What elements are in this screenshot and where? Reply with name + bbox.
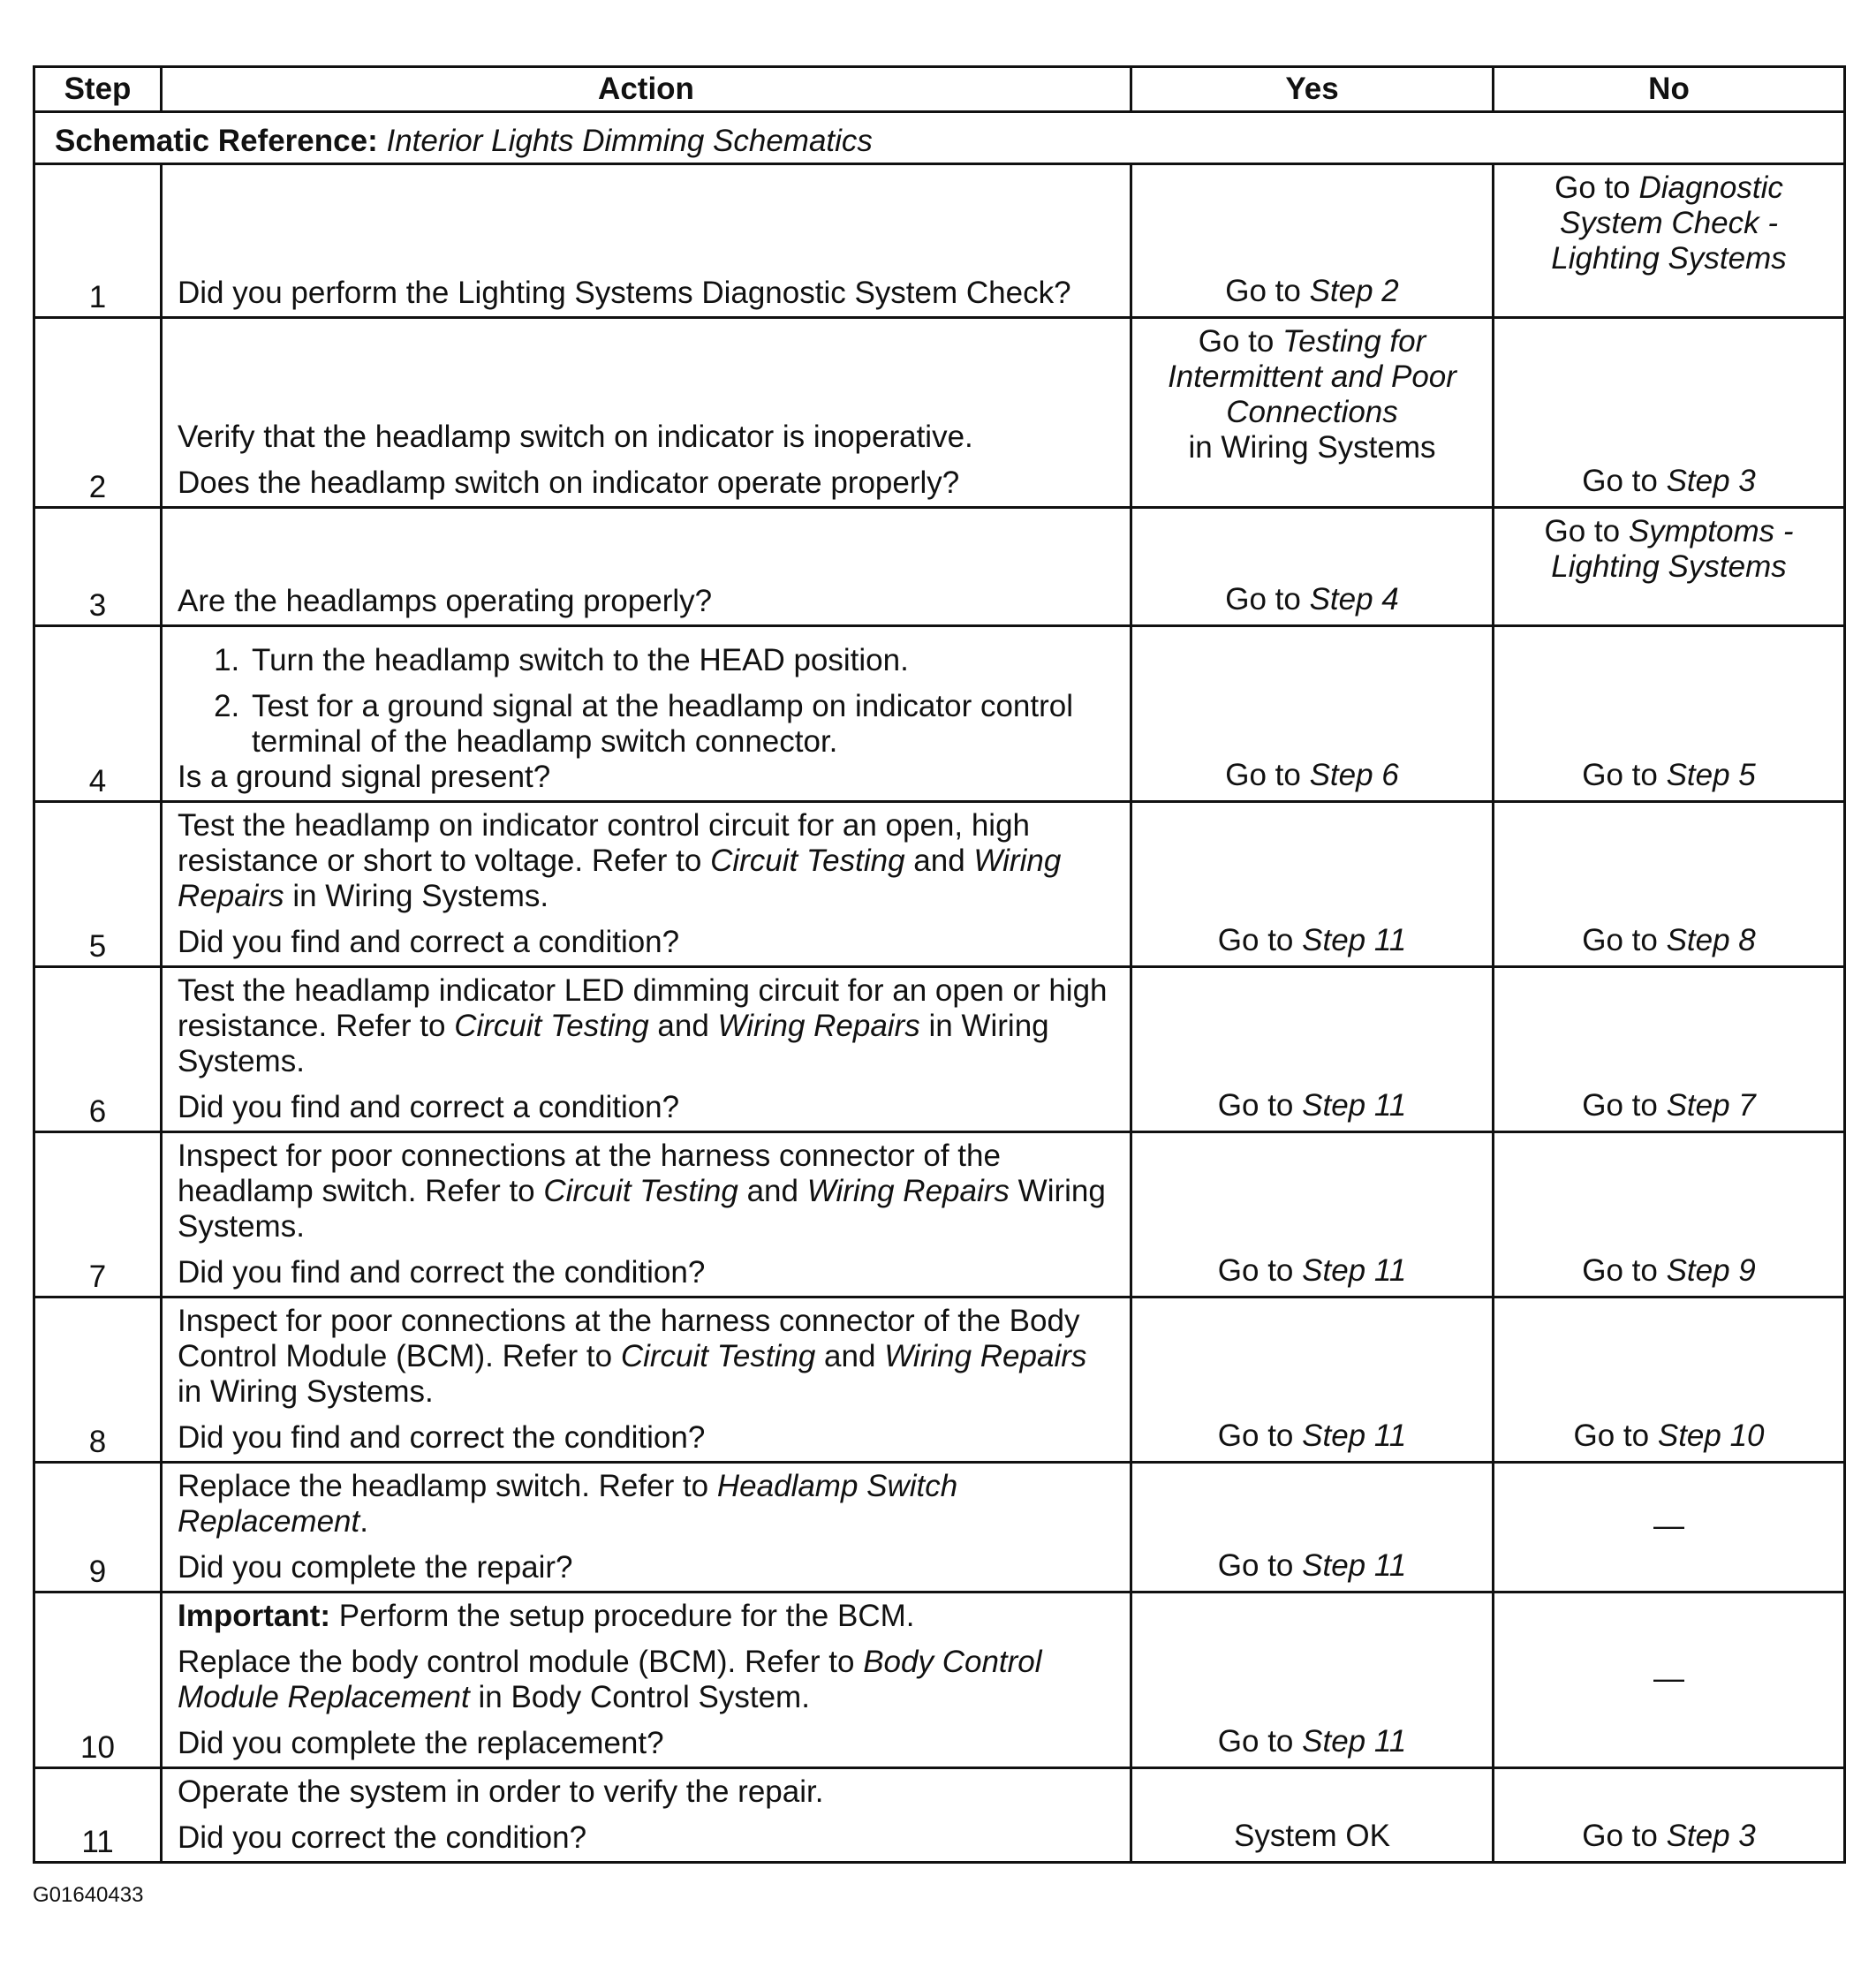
action-question: Did you find and correct a condition? <box>178 1090 680 1124</box>
go-to-text: Go to <box>1573 1419 1650 1453</box>
go-to-text: Go to <box>1544 514 1621 548</box>
action-question: Did you find and correct a condition? <box>178 925 680 959</box>
yes-ref: Step 11 <box>1302 1253 1407 1288</box>
action-question: Did you find and correct the condition? <box>178 1255 706 1290</box>
no-dash: — <box>1653 1509 1684 1543</box>
yes-ref: Step 2 <box>1309 274 1399 308</box>
no-cell <box>1494 802 1845 967</box>
no-cell <box>1494 1297 1845 1463</box>
action-text: Inspect for poor connections at the harness connector of the Body Control Module (BCM). Refer to Circuit Testing and Wiring Repairs in Wiring Systems. <box>178 1304 1087 1409</box>
table-row <box>34 318 1845 508</box>
action-text: Test the headlamp on indicator control circuit for an open, high resistance or short to voltage. Refer to Circuit Testing and Wiring Repairs in Wiring Systems. <box>178 808 1062 913</box>
yes-ref: Step 11 <box>1302 1724 1407 1759</box>
yes-ref: Step 11 <box>1302 923 1407 957</box>
action-question: Did you complete the repair? <box>178 1550 573 1585</box>
action-question: Did you correct the condition? <box>178 1820 587 1855</box>
action-cell <box>162 802 1131 967</box>
yes-cell <box>1131 802 1494 967</box>
header-step: Step <box>34 67 162 112</box>
step-number: 2 <box>34 318 162 508</box>
action-question: Did you find and correct the condition? <box>178 1420 706 1455</box>
no-cell <box>1494 318 1845 508</box>
no-cell <box>1494 1463 1845 1593</box>
step-number: 6 <box>34 967 162 1132</box>
step-number: 1 <box>34 164 162 318</box>
table-row <box>34 1768 1845 1863</box>
no-cell <box>1494 164 1845 318</box>
action-question: Did you perform the Lighting Systems Diagnostic System Check? <box>178 276 1071 310</box>
important-note: Important: Perform the setup procedure for the BCM. <box>178 1599 915 1633</box>
step-number: 11 <box>34 1768 162 1863</box>
action-question: Are the headlamps operating properly? <box>178 584 713 618</box>
action-cell <box>162 318 1131 508</box>
yes-ref: Step 11 <box>1302 1088 1407 1123</box>
go-to-text: Go to <box>1582 464 1658 498</box>
table-row <box>34 1297 1845 1463</box>
yes-cell <box>1131 508 1494 626</box>
no-cell <box>1494 1593 1845 1768</box>
no-cell <box>1494 508 1845 626</box>
yes-text: System OK <box>1234 1819 1390 1853</box>
step-number: 3 <box>34 508 162 626</box>
go-to-text: Go to <box>1582 1088 1658 1123</box>
action-text: Verify that the headlamp switch on indicator is inoperative. <box>178 420 973 454</box>
schematic-label: Schematic Reference: <box>55 124 378 158</box>
step-number: 8 <box>34 1297 162 1463</box>
schematic-reference-row <box>34 112 1845 164</box>
action-question: Is a ground signal present? <box>178 760 551 794</box>
no-ref: Step 10 <box>1657 1419 1765 1453</box>
table-row <box>34 508 1845 626</box>
no-ref: Diagnostic System Check - Lighting Systems <box>1551 170 1787 276</box>
no-ref: Step 3 <box>1666 464 1756 498</box>
schematic-reference <box>34 112 1845 164</box>
yes-tail: in Wiring Systems <box>1188 430 1436 465</box>
action-text: Test the headlamp indicator LED dimming circuit for an open or high resistance. Refer to Circuit Testing and Wiring Repairs in Wiring Systems. <box>178 973 1108 1078</box>
action-cell <box>162 1297 1131 1463</box>
yes-ref: Step 11 <box>1302 1548 1407 1583</box>
yes-cell <box>1131 164 1494 318</box>
action-question: Did you complete the replacement? <box>178 1726 664 1760</box>
action-text: Replace the headlamp switch. Refer to Headlamp Switch Replacement. <box>178 1469 958 1539</box>
yes-cell <box>1131 1593 1494 1768</box>
action-cell <box>162 967 1131 1132</box>
diagnostic-table <box>33 65 1846 1864</box>
table-row <box>34 1593 1845 1768</box>
go-to-text: Go to <box>1582 923 1658 957</box>
yes-cell <box>1131 318 1494 508</box>
action-text: Operate the system in order to verify the repair. <box>178 1774 824 1809</box>
action-list <box>178 643 1117 760</box>
go-to-text: Go to <box>1217 923 1294 957</box>
action-question: Does the headlamp switch on indicator operate properly? <box>178 465 960 500</box>
no-ref: Step 5 <box>1666 758 1756 792</box>
yes-cell <box>1131 1132 1494 1297</box>
no-cell <box>1494 1132 1845 1297</box>
yes-ref: Step 4 <box>1309 582 1399 617</box>
go-to-text: Go to <box>1582 1253 1658 1288</box>
table-row <box>34 1463 1845 1593</box>
no-ref: Step 3 <box>1666 1819 1756 1853</box>
action-cell <box>162 626 1131 802</box>
action-text: Inspect for poor connections at the harness connector of the headlamp switch. Refer to Circuit Testing and Wiring Repairs Wiring Systems. <box>178 1139 1106 1244</box>
action-text: Replace the body control module (BCM). Refer to Body Control Module Replacement in Body Control System. <box>178 1645 1042 1714</box>
list-item: 1. Turn the headlamp switch to the HEAD position. <box>248 643 1117 678</box>
table-row <box>34 1132 1845 1297</box>
no-cell <box>1494 967 1845 1132</box>
list-item: 2. Test for a ground signal at the headlamp on indicator control terminal of the headlamp switch connector. <box>248 689 1117 760</box>
go-to-text: Go to <box>1217 1088 1294 1123</box>
no-dash: — <box>1653 1661 1684 1696</box>
go-to-text: Go to <box>1217 1548 1294 1583</box>
header-no: No <box>1494 67 1845 112</box>
no-cell <box>1494 626 1845 802</box>
header-yes: Yes <box>1131 67 1494 112</box>
figure-id: G01640433 <box>33 1883 144 1907</box>
no-ref: Step 8 <box>1666 923 1756 957</box>
yes-cell <box>1131 967 1494 1132</box>
action-cell <box>162 164 1131 318</box>
go-to-text: Go to <box>1217 1419 1294 1453</box>
yes-ref: Step 11 <box>1302 1419 1407 1453</box>
go-to-text: Go to <box>1225 582 1301 617</box>
yes-ref: Step 6 <box>1309 758 1399 792</box>
header-action: Action <box>162 67 1131 112</box>
go-to-text: Go to <box>1225 758 1301 792</box>
go-to-text: Go to <box>1582 758 1658 792</box>
action-cell <box>162 1593 1131 1768</box>
yes-cell <box>1131 1463 1494 1593</box>
action-cell <box>162 508 1131 626</box>
step-number: 7 <box>34 1132 162 1297</box>
go-to-text: Go to <box>1217 1724 1294 1759</box>
step-number: 4 <box>34 626 162 802</box>
step-number: 9 <box>34 1463 162 1593</box>
step-number: 5 <box>34 802 162 967</box>
no-cell <box>1494 1768 1845 1863</box>
yes-ref: Testing for Intermittent and Poor Connections <box>1168 324 1456 429</box>
table-row <box>34 164 1845 318</box>
schematic-value: Interior Lights Dimming Schematics <box>386 124 873 158</box>
go-to-text: Go to <box>1555 170 1630 205</box>
action-cell <box>162 1132 1131 1297</box>
step-number: 10 <box>34 1593 162 1768</box>
table-row <box>34 967 1845 1132</box>
yes-cell <box>1131 1768 1494 1863</box>
table-row <box>34 802 1845 967</box>
action-cell <box>162 1768 1131 1863</box>
no-ref: Step 7 <box>1666 1088 1756 1123</box>
yes-cell <box>1131 626 1494 802</box>
no-ref: Symptoms - Lighting Systems <box>1551 514 1794 584</box>
header-row <box>34 67 1845 112</box>
yes-cell <box>1131 1297 1494 1463</box>
action-cell <box>162 1463 1131 1593</box>
go-to-text: Go to <box>1582 1819 1658 1853</box>
go-to-text: Go to <box>1217 1253 1294 1288</box>
go-to-text: Go to <box>1198 324 1275 359</box>
go-to-text: Go to <box>1225 274 1301 308</box>
table-row <box>34 626 1845 802</box>
no-ref: Step 9 <box>1666 1253 1756 1288</box>
